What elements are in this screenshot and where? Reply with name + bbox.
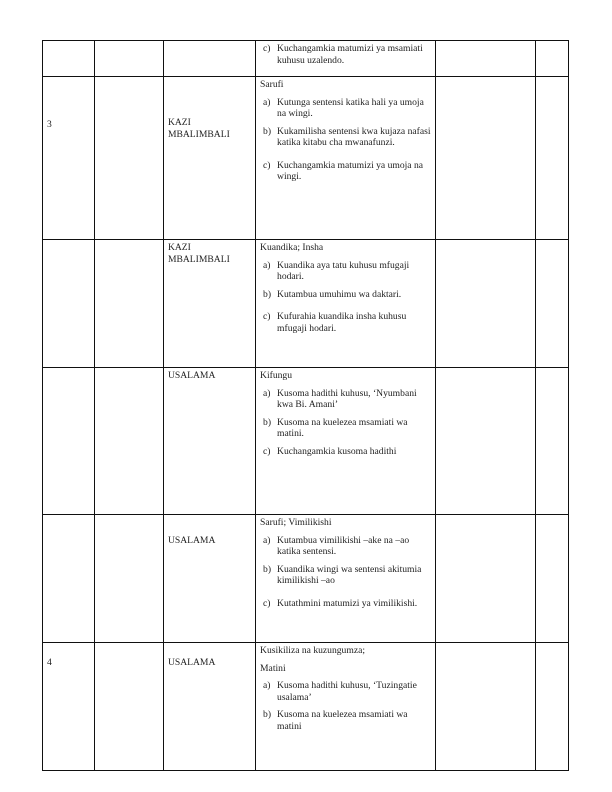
week-cell-text: 4 (47, 657, 52, 668)
remarks-cell (435, 41, 535, 77)
content-cell (256, 515, 436, 643)
objective-item (260, 160, 431, 183)
remarks-cell (435, 240, 535, 368)
item-marker: c) (263, 159, 271, 171)
objective-item (260, 417, 431, 440)
topic-cell (163, 515, 255, 643)
remarks-cell (435, 515, 535, 643)
objectives-list (260, 97, 431, 183)
week-cell (43, 77, 95, 240)
topic-cell-text: USALAMA (167, 370, 216, 381)
objectives-list (260, 260, 431, 335)
item-marker: a) (263, 259, 271, 271)
objective-item (260, 535, 431, 558)
lesson-cell (95, 643, 164, 771)
item-text: Kusoma hadithi kuhusu, ‘Tuzingatie usalama’ (277, 680, 417, 703)
notes-cell (535, 77, 568, 240)
objective-item (260, 289, 431, 301)
notes-cell (535, 41, 568, 77)
subtopic-heading: Kusikiliza na kuzungumza; (260, 645, 366, 656)
table-row (43, 643, 569, 771)
week-cell (43, 368, 95, 515)
subtopic-heading: Sarufi; Vimilikishi (260, 517, 332, 528)
objective-item (260, 446, 431, 458)
objectives-list (260, 388, 431, 458)
subtopic-heading: Kuandika; Insha (260, 242, 324, 253)
item-marker: b) (263, 416, 272, 428)
topic-cell (163, 240, 255, 368)
item-marker: a) (263, 387, 271, 399)
objective-item (260, 709, 431, 732)
notes-cell (535, 643, 568, 771)
item-marker: c) (263, 445, 271, 457)
lesson-cell (95, 515, 164, 643)
table-row (43, 41, 569, 77)
objectives-list (260, 680, 431, 732)
table-row (43, 240, 569, 368)
item-text: Kuchangamkia matumizi ya umoja na wingi. (277, 159, 424, 182)
objectives-list (260, 535, 431, 610)
objective-item (260, 564, 431, 587)
item-marker: b) (263, 563, 272, 575)
lesson-cell (95, 77, 164, 240)
objective-item (260, 598, 431, 610)
item-text: Kuchangamkia matumizi ya msamiati kuhusu uzalendo. (277, 43, 423, 66)
lesson-cell (95, 41, 164, 77)
topic-cell-text: USALAMA (167, 657, 216, 668)
item-text: Kutunga sentensi katika hali ya umoja na wingi. (277, 96, 424, 119)
objective-item (260, 680, 431, 703)
content-cell (256, 77, 436, 240)
item-marker: a) (263, 680, 271, 691)
topic-cell-text: KAZI MBALIMBALI (167, 117, 230, 140)
item-text: Kusoma na kuelezea msamiati wa matini (277, 709, 408, 732)
item-text: Kutathmini matumizi ya vimilikishi. (277, 597, 418, 609)
week-cell (43, 643, 95, 771)
lesson-cell (95, 368, 164, 515)
remarks-cell (435, 368, 535, 515)
item-text: Kuchangamkia kusoma hadithi (277, 445, 397, 457)
week-cell (43, 41, 95, 77)
week-cell (43, 240, 95, 368)
objective-item (260, 388, 431, 411)
item-text: Kutambua vimilikishi –ake na –ao katika sentensi. (277, 534, 410, 557)
subtopic-heading: Sarufi (260, 79, 284, 90)
notes-cell (535, 240, 568, 368)
table-row (43, 77, 569, 240)
lesson-cell (95, 240, 164, 368)
item-marker: b) (263, 288, 272, 300)
item-marker: b) (263, 709, 272, 720)
topic-cell-text: USALAMA (167, 535, 216, 546)
topic-cell (163, 41, 255, 77)
week-cell-text: 3 (47, 119, 52, 130)
remarks-cell (435, 77, 535, 240)
notes-cell (535, 515, 568, 643)
item-text: Kufurahia kuandika insha kuhusu mfugaji hodari. (277, 311, 407, 334)
objective-item (260, 43, 431, 66)
item-text: Kuandika wingi wa sentensi akitumia kimilikishi –ao (277, 563, 422, 586)
table-row (43, 515, 569, 643)
item-marker: c) (263, 311, 271, 322)
item-text: Kutambua umuhimu wa daktari. (277, 288, 402, 300)
content-cell (256, 643, 436, 771)
item-text: Kuandika aya tatu kuhusu mfugaji hodari. (277, 259, 410, 282)
topic-cell (163, 368, 255, 515)
topic-cell (163, 77, 255, 240)
item-marker: b) (263, 125, 272, 137)
subtopic-heading: Kifungu (260, 370, 293, 381)
item-marker: c) (263, 597, 271, 609)
item-marker: c) (263, 43, 271, 54)
objective-item (260, 311, 431, 334)
item-marker: a) (263, 96, 271, 108)
item-marker: a) (263, 534, 271, 546)
objectives-list (260, 43, 431, 66)
week-cell (43, 515, 95, 643)
topic-cell (163, 643, 255, 771)
content-cell (256, 368, 436, 515)
objective-item (260, 260, 431, 283)
topic-cell-text: KAZI MBALIMBALI (167, 242, 230, 265)
item-text: Kusoma hadithi kuhusu, ‘Nyumbani kwa Bi. Amani’ (277, 387, 417, 410)
table-row (43, 368, 569, 515)
objective-item (260, 97, 431, 120)
objective-item (260, 126, 431, 149)
scheme-of-work-table (42, 40, 569, 771)
content-cell (256, 240, 436, 368)
subtopic-heading: Matini (260, 662, 286, 674)
item-text: Kusoma na kuelezea msamiati wa matini. (277, 416, 408, 439)
notes-cell (535, 368, 568, 515)
item-text: Kukamilisha sentensi kwa kujaza nafasi katika kitabu cha mwanafunzi. (277, 125, 431, 148)
remarks-cell (435, 643, 535, 771)
content-cell (256, 41, 436, 77)
